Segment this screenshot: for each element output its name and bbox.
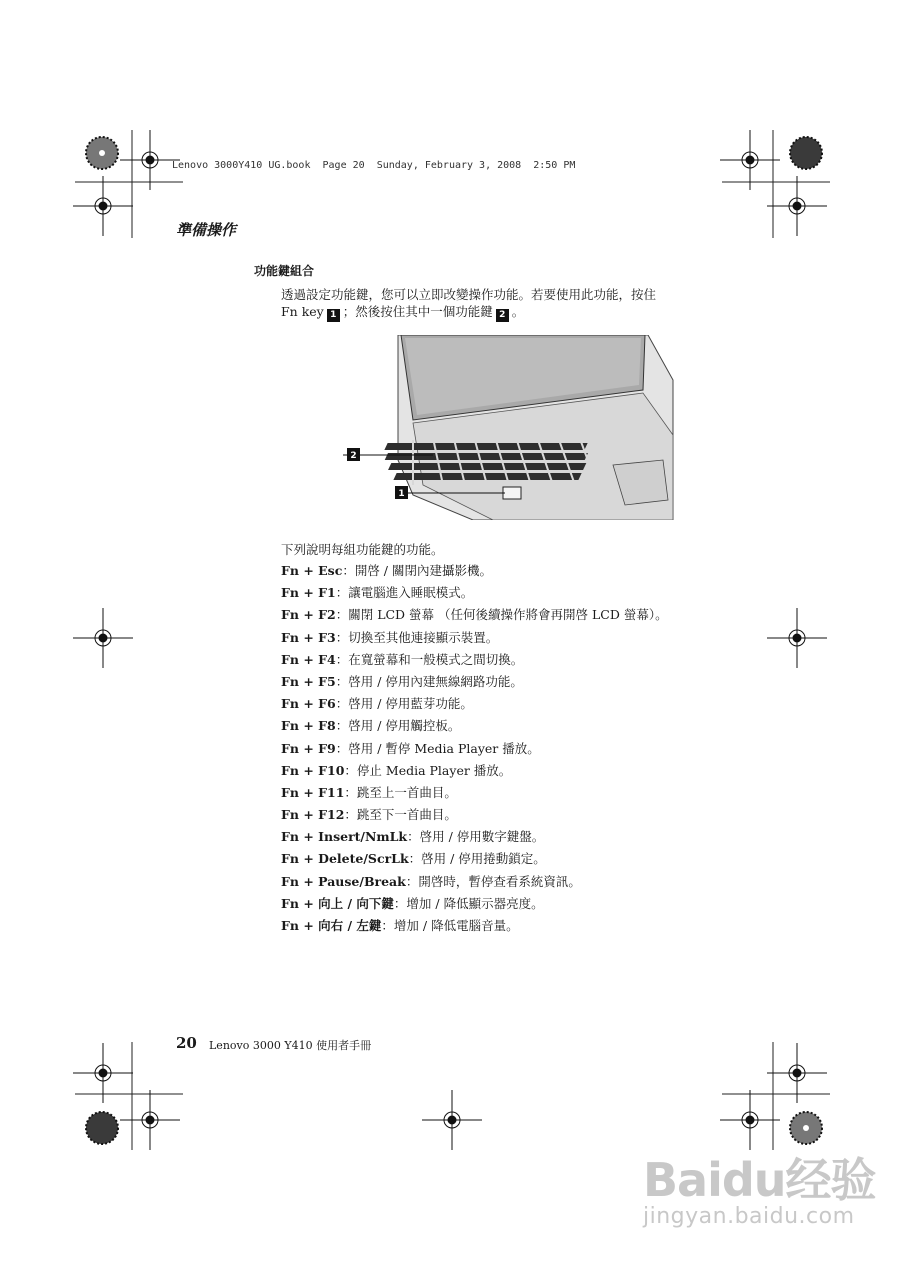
shortcut-desc: ：啓用 / 停用觸控板。 xyxy=(335,718,461,734)
shortcut-list-intro: 下列說明每組功能鍵的功能。 xyxy=(281,542,444,557)
shortcut-key: Fn + Pause/Break xyxy=(281,873,406,889)
shortcut-desc: ：啓用 / 停用藍芽功能。 xyxy=(335,696,473,712)
figure-callout-1: 1 xyxy=(398,489,405,499)
shortcut-desc: ：跳至下一首曲目。 xyxy=(344,807,457,823)
shortcut-key: Fn + Delete/ScrLk xyxy=(281,851,409,867)
shortcut-list xyxy=(281,562,668,939)
list-item xyxy=(281,850,668,872)
shortcut-key: Fn + F10 xyxy=(281,762,345,778)
list-item xyxy=(281,740,668,762)
shortcut-key: Fn + F1 xyxy=(281,585,336,601)
shortcut-desc: ：切換至其他連接顯示裝置。 xyxy=(335,629,499,645)
callout-badge-2: 2 xyxy=(496,309,509,322)
page-header-line: Lenovo 3000Y410 UG.book Page 20 Sunday, February 3, 2008 2:50 PM xyxy=(172,160,576,171)
section-title: 準備操作 xyxy=(176,221,237,239)
intro-fn-key: Fn key xyxy=(281,304,324,319)
watermark xyxy=(643,1144,876,1229)
shortcut-key: Fn + 向右 / 左鍵 xyxy=(281,918,382,933)
shortcut-desc: ：開啓時，暫停查看系統資訊。 xyxy=(405,873,581,889)
shortcut-key: Fn + F9 xyxy=(281,740,336,756)
shortcut-key: Fn + Esc xyxy=(281,563,343,578)
shortcut-key: Fn + Insert/NmLk xyxy=(281,829,408,845)
list-item xyxy=(281,895,668,917)
list-item xyxy=(281,606,668,628)
footer-book-title: Lenovo 3000 Y410 使用者手冊 xyxy=(209,1039,372,1052)
shortcut-desc: ：增加 / 降低電腦音量。 xyxy=(381,918,519,933)
list-item xyxy=(281,584,668,606)
shortcut-desc: ：在寬螢幕和一般模式之間切換。 xyxy=(335,651,524,667)
shortcut-key: Fn + F12 xyxy=(281,807,345,823)
intro-text-mid: ；然後按住其中一個功能鍵 xyxy=(342,304,493,319)
shortcut-key: Fn + F2 xyxy=(281,607,336,623)
shortcut-key: Fn + F3 xyxy=(281,629,336,645)
intro-text-end: 。 xyxy=(511,304,525,319)
shortcut-desc: ：關閉 LCD 螢幕 （任何後續操作將會再開啓 LCD 螢幕）。 xyxy=(335,607,668,623)
shortcut-desc: ：啓用 / 停用內建無線網路功能。 xyxy=(335,673,523,689)
shortcut-key: Fn + 向上 / 向下鍵 xyxy=(281,895,394,911)
laptop-keyboard-illustration xyxy=(343,335,678,520)
list-item xyxy=(281,762,668,784)
intro-line-1: 透過設定功能鍵，您可以立即改變操作功能。若要使用此功能，按住 xyxy=(281,287,657,302)
list-item xyxy=(281,917,668,939)
list-item xyxy=(281,562,668,584)
shortcut-desc: ：啓用 / 暫停 Media Player 播放。 xyxy=(335,740,540,756)
list-item xyxy=(281,784,668,806)
shortcut-desc: ：停止 Media Player 播放。 xyxy=(344,762,512,778)
list-item xyxy=(281,828,668,850)
page-number: 20 xyxy=(176,1034,197,1052)
shortcut-key: Fn + F8 xyxy=(281,718,336,734)
shortcut-desc: ：啓用 / 停用數字鍵盤。 xyxy=(407,829,545,845)
list-item xyxy=(281,873,668,895)
intro-line-2 xyxy=(281,302,524,322)
list-item xyxy=(281,695,668,717)
figure-callout-2: 2 xyxy=(350,451,357,461)
list-item xyxy=(281,629,668,651)
callout-badge-1: 1 xyxy=(327,309,340,322)
shortcut-desc: ：增加 / 降低顯示器亮度。 xyxy=(393,895,544,911)
shortcut-desc: ：開啓 / 關閉內建攝影機。 xyxy=(342,563,492,578)
list-item xyxy=(281,651,668,673)
watermark-logo-text: Baidu经验 xyxy=(643,1153,876,1207)
watermark-url: jingyan.baidu.com xyxy=(643,1204,855,1229)
subsection-title: 功能鍵組合 xyxy=(254,264,315,278)
shortcut-key: Fn + F11 xyxy=(281,784,345,800)
shortcut-key: Fn + F5 xyxy=(281,673,336,689)
shortcut-desc: ：讓電腦進入睡眠模式。 xyxy=(335,585,474,601)
shortcut-key: Fn + F6 xyxy=(281,696,336,712)
list-item xyxy=(281,806,668,828)
shortcut-key: Fn + F4 xyxy=(281,651,336,667)
list-item xyxy=(281,673,668,695)
shortcut-desc: ：啓用 / 停用捲動鎖定。 xyxy=(408,851,546,867)
shortcut-desc: ：跳至上一首曲目。 xyxy=(344,784,457,800)
list-item xyxy=(281,717,668,739)
